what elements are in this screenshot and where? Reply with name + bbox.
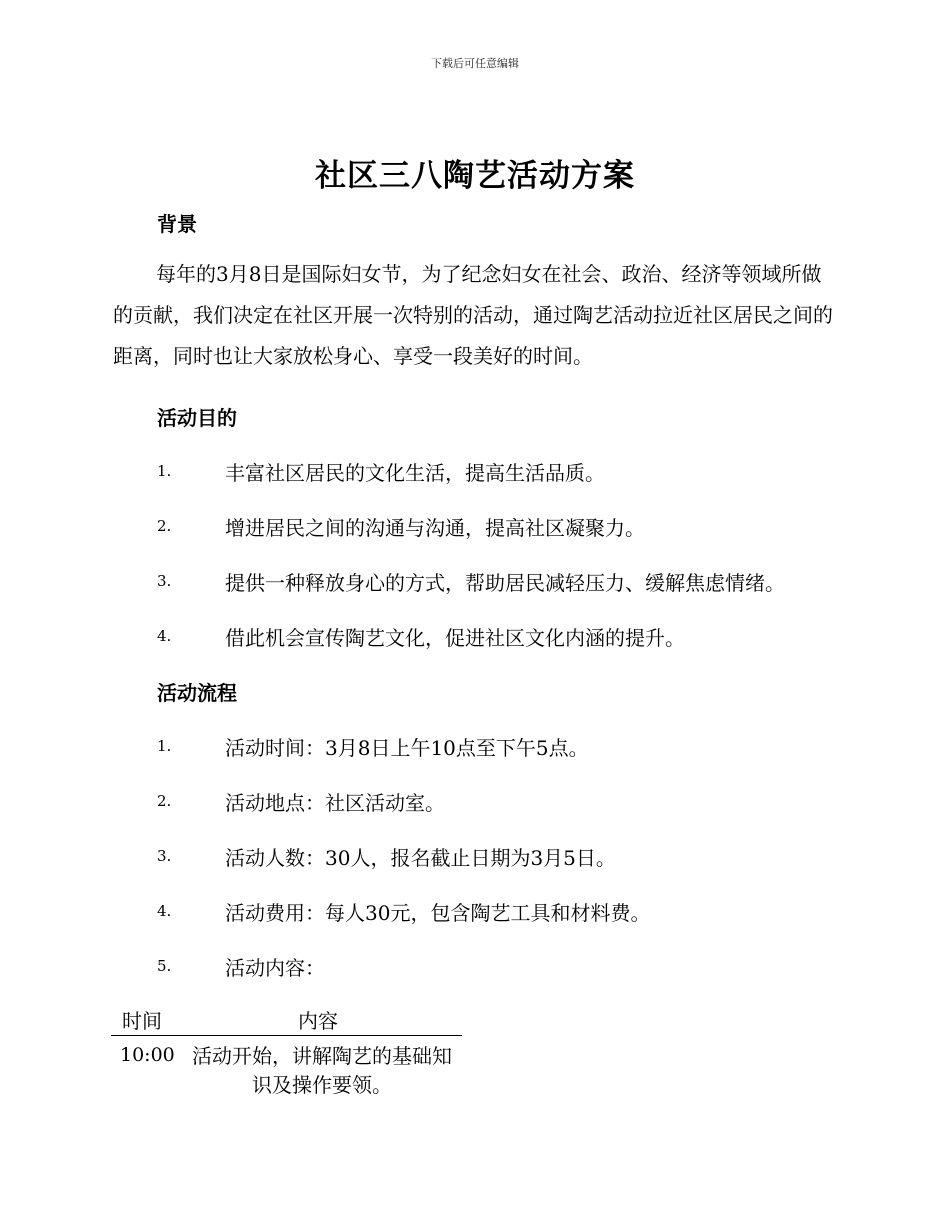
list-item-number: 2.: [157, 517, 172, 535]
section-heading-purpose: 活动目的: [157, 406, 237, 430]
list-item-number: 3.: [157, 847, 172, 865]
column-header-time: 时间: [122, 1009, 162, 1033]
page-header: 下载后可任意编辑: [431, 57, 519, 70]
list-item-text: 增进居民之间的沟通与沟通，提高社区凝聚力。: [225, 516, 645, 540]
list-item-number: 1.: [157, 462, 172, 480]
table-cell-content: 活动开始，讲解陶艺的基础知识及操作要领。: [192, 1044, 452, 1097]
background-paragraph: 每年的3月8日是国际妇女节，为了纪念妇女在社会、政治、经济等领域所做的贡献，我们决定在社区开展一次特别的活动，通过陶艺活动拉近社区居民之间的距离，同时也让大家放松身心、享受一段美好的时间。: [113, 262, 833, 368]
schedule-table: [111, 1005, 462, 1106]
column-header-content: 内容: [298, 1009, 338, 1033]
list-item-number: 1.: [157, 737, 172, 755]
section-heading-background: 背景: [157, 212, 197, 236]
list-item-text: 活动费用：每人30元，包含陶艺工具和材料费。: [225, 901, 651, 925]
list-item-number: 2.: [157, 792, 172, 810]
list-item-text: 活动内容：: [225, 956, 325, 980]
document-title: 社区三八陶艺活动方案: [315, 158, 635, 194]
list-item-number: 4.: [157, 627, 172, 645]
table-header-row: [111, 1005, 462, 1036]
list-item-number: 4.: [157, 902, 172, 920]
list-item-number: 5.: [157, 957, 172, 975]
list-item-text: 活动人数：30人，报名截止日期为3月5日。: [225, 846, 616, 870]
list-item-text: 丰富社区居民的文化生活，提高生活品质。: [225, 461, 605, 485]
table-cell-time: 10:00: [120, 1044, 175, 1066]
section-heading-process: 活动流程: [157, 681, 237, 705]
table-row: [111, 1036, 462, 1106]
list-item-text: 活动地点：社区活动室。: [225, 791, 445, 815]
list-item-number: 3.: [157, 572, 172, 590]
list-item-text: 提供一种释放身心的方式，帮助居民减轻压力、缓解焦虑情绪。: [225, 571, 785, 595]
list-item-text: 借此机会宣传陶艺文化，促进社区文化内涵的提升。: [225, 626, 685, 650]
list-item-text: 活动时间：3月8日上午10点至下午5点。: [225, 736, 589, 760]
